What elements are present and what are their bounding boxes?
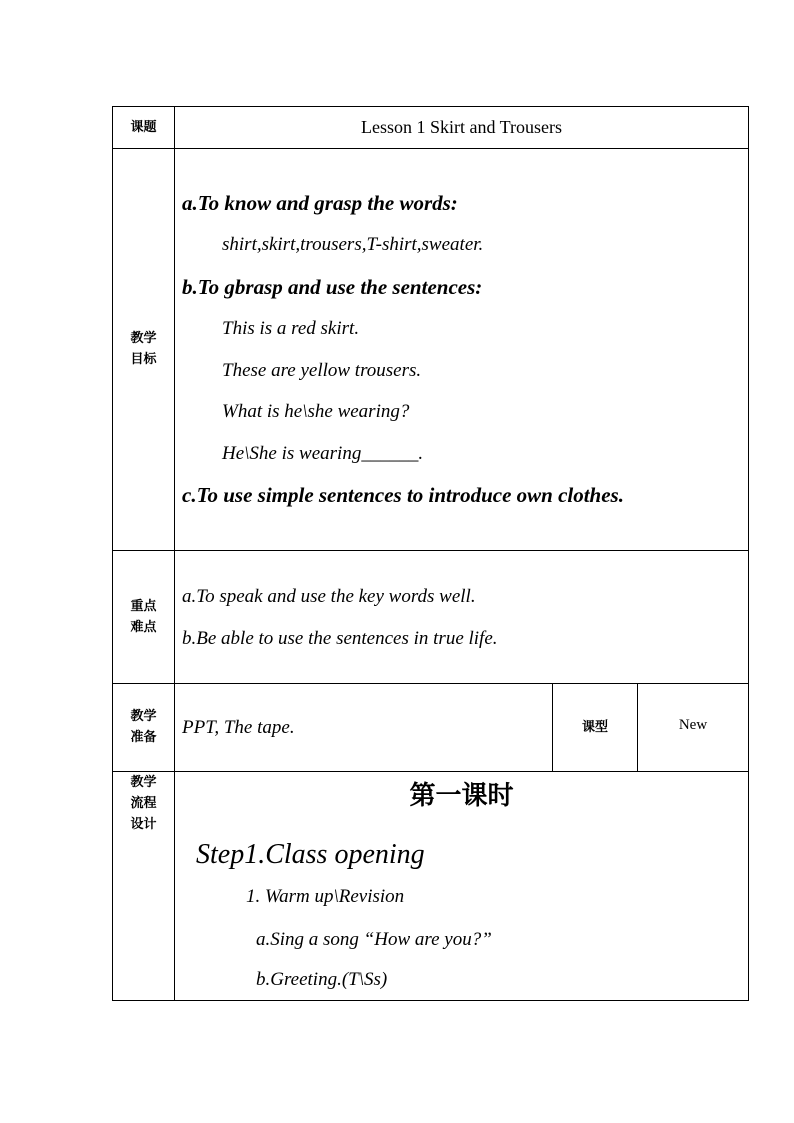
table-border-bottom xyxy=(112,1000,749,1001)
keypoint-item-2: b.Be able to use the sentences in true life. xyxy=(182,628,498,649)
lesson-type-label: 课型 xyxy=(581,720,608,735)
prep-label-line1: 教学 xyxy=(130,709,157,724)
objective-a-words: shirt,skirt,trousers,T-shirt,sweater. xyxy=(222,234,484,255)
objectives-label-line1: 教学 xyxy=(130,331,157,346)
keypoints-label-line2: 难点 xyxy=(130,620,157,635)
process-item-1: a.Sing a song “How are you?” xyxy=(256,929,492,950)
objective-b-sentence-1: This is a red skirt. xyxy=(222,318,360,339)
process-label-line2: 流程 xyxy=(130,796,157,811)
process-sub-heading: 1. Warm up\Revision xyxy=(246,886,405,907)
objective-c-heading: c.To use simple sentences to introduce own clothes. xyxy=(182,483,624,507)
table-col-divider xyxy=(174,106,175,1001)
objective-b-sentence-4: He\She is wearing______. xyxy=(222,443,424,464)
table-rule-4 xyxy=(112,771,749,772)
table-border-right xyxy=(748,106,749,1001)
step-title: Step1.Class opening xyxy=(196,839,425,870)
objectives-label-line2: 目标 xyxy=(130,352,157,367)
objective-b-heading: b.To gbrasp and use the sentences: xyxy=(182,275,483,299)
keypoint-item-1: a.To speak and use the key words well. xyxy=(182,586,476,607)
process-label-line3: 设计 xyxy=(130,817,157,832)
prep-value: PPT, The tape. xyxy=(182,717,295,738)
session-title: 第一课时 xyxy=(409,781,514,811)
topic-value: Lesson 1 Skirt and Trousers xyxy=(360,117,562,137)
table-rule-3 xyxy=(112,683,749,684)
table-border-top xyxy=(112,106,749,107)
table-border-left xyxy=(112,106,113,1001)
topic-label: 课题 xyxy=(130,120,157,135)
objective-b-sentence-2: These are yellow trousers. xyxy=(222,360,422,381)
objective-b-sentence-3: What is he\she wearing? xyxy=(222,401,410,422)
lesson-type-value: New xyxy=(678,717,708,733)
prep-label-line2: 准备 xyxy=(130,730,157,745)
table-rule-1 xyxy=(112,148,749,149)
table-rule-2 xyxy=(112,550,749,551)
keypoints-label-line1: 重点 xyxy=(130,599,157,614)
objective-a-heading: a.To know and grasp the words: xyxy=(182,191,458,215)
process-label-line1: 教学 xyxy=(130,775,157,790)
process-item-2: b.Greeting.(T\Ss) xyxy=(256,969,388,990)
